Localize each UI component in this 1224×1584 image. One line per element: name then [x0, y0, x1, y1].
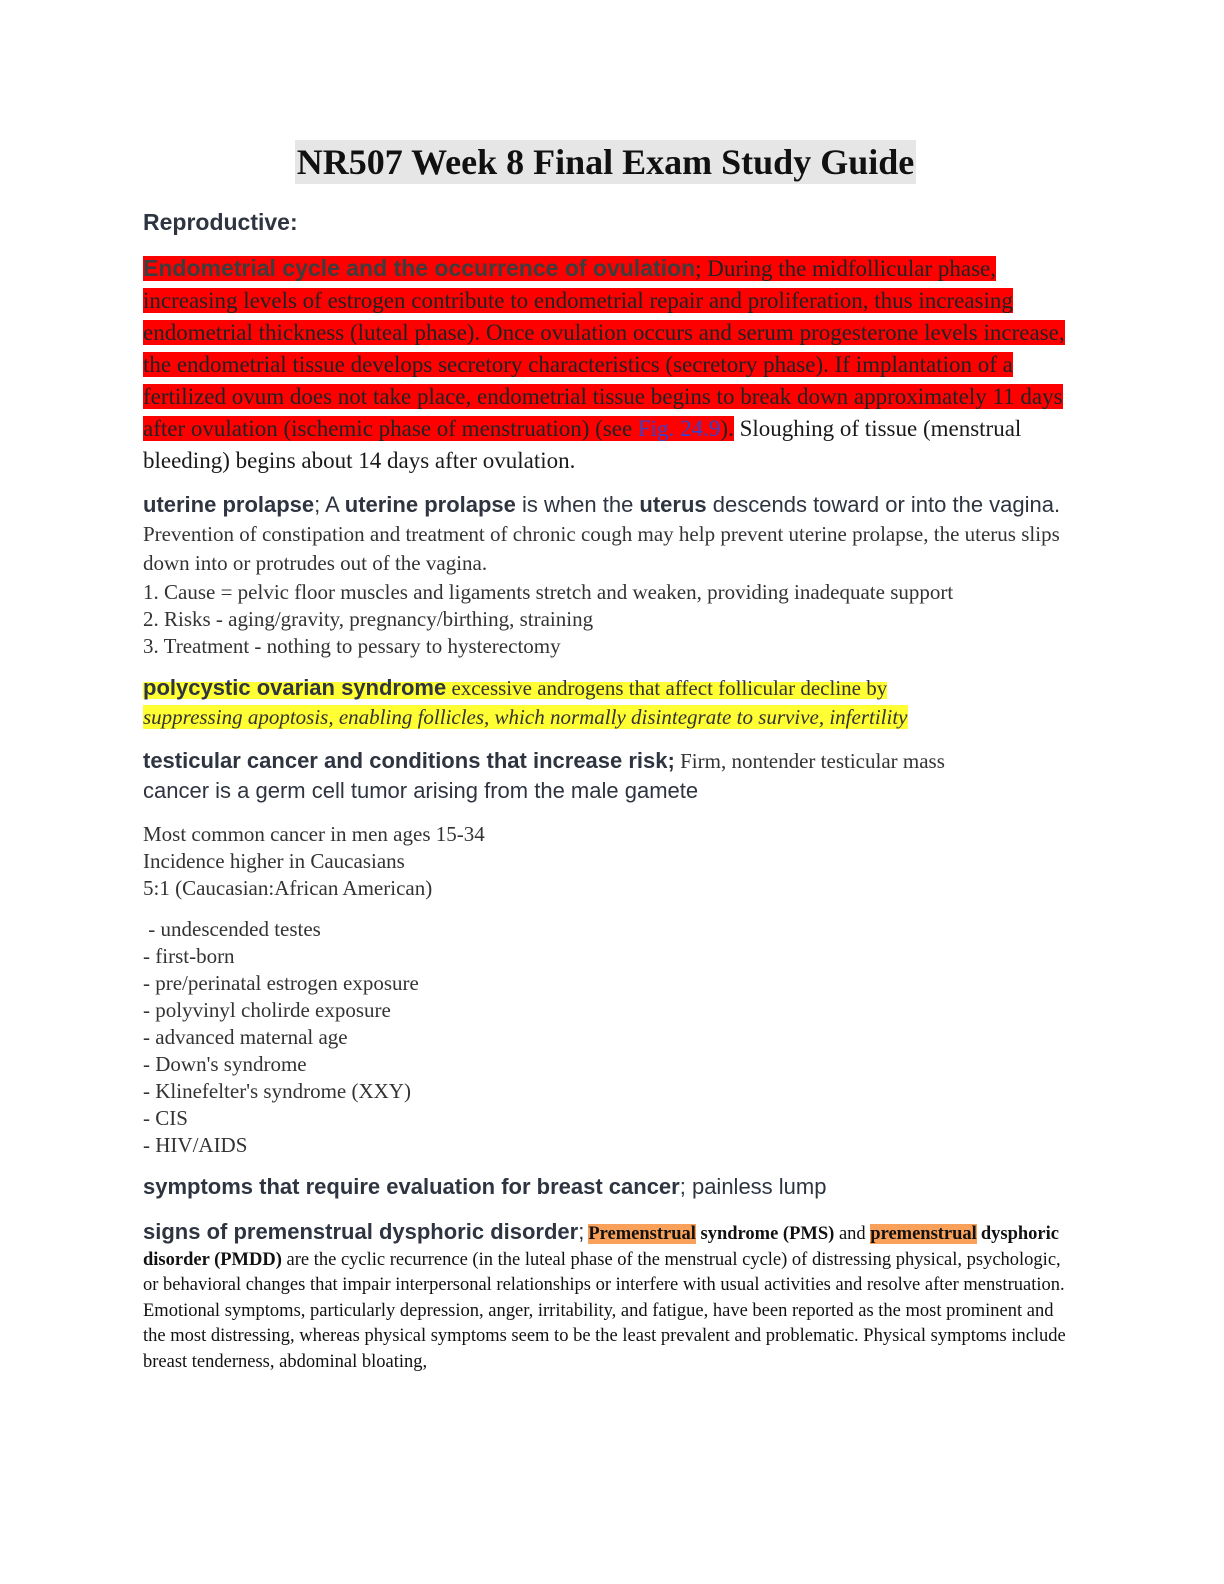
uterine-prolapse-block	[143, 491, 1068, 660]
risk-item: - Down's syndrome	[143, 1052, 307, 1076]
fact-line: 5:1 (Caucasian:African American)	[143, 876, 433, 900]
uterine-bold-2: uterus	[639, 492, 707, 517]
uterine-item-cause: 1. Cause = pelvic floor muscles and ligaments stretch and weaken, providing inadequate support	[143, 580, 954, 604]
risk-item: - advanced maternal age	[143, 1025, 348, 1049]
endometrial-trailing-text: Sloughing of tissue (menstrual bleeding) begins about 14 days after ovulation.	[143, 416, 1022, 473]
endometrial-highlighted-text: ; During the midfollicular phase, increasing levels of estrogen contribute to endometrial repair and proliferation, thus increasing endometrial thickness (luteal phase). Once ovulation occurs and serum progesterone levels increase, the endometrial tissue develops secretory characteristics (secretory phase). If implantation of a fertilized ovum does not take place, endometrial tissue begins to break down approximately 11 days after ovulation (ischemic phase of menstruation) (see	[143, 256, 1065, 441]
uterine-prolapse-paragraph	[143, 491, 1068, 579]
breast-block	[143, 1173, 1068, 1203]
uterine-item-risks: 2. Risks - aging/gravity, pregnancy/birthing, straining	[143, 607, 594, 631]
page-title: NR507 Week 8 Final Exam Study Guide	[296, 142, 915, 182]
pmdd-and: and	[834, 1224, 871, 1244]
uterine-sep: ; A	[314, 492, 345, 517]
pcos-text: excessive androgens that affect follicular decline by	[446, 676, 888, 700]
pmdd-highlight-1: Premenstrual	[588, 1224, 696, 1244]
uterine-mid-1: is when the	[515, 492, 640, 517]
pmdd-highlight-2: premenstrual	[870, 1224, 977, 1244]
uterine-mid-2: descends toward or into the vagina.	[706, 492, 1061, 517]
endometrial-highlighted-close: ).	[720, 416, 734, 441]
testicular-serif-text: Firm, nontender testicular mass	[674, 749, 945, 773]
title-wrap	[143, 140, 1068, 184]
pmdd-topic: signs of premenstrual dysphoric disorder	[143, 1219, 579, 1244]
endometrial-paragraph	[143, 252, 1068, 477]
uterine-bold-1: uterine prolapse	[344, 492, 516, 517]
pcos-block	[143, 674, 1068, 733]
endometrial-heading: Endometrial cycle and the occurrence of ovulation	[143, 255, 696, 281]
testicular-sans-text: cancer is a germ cell tumor arising from the male gamete	[143, 778, 699, 803]
risk-item: - Klinefelter's syndrome (XXY)	[143, 1079, 411, 1103]
testicular-topic: testicular cancer and conditions that increase risk;	[143, 748, 675, 773]
uterine-item-treatment: 3. Treatment - nothing to pessary to hysterectomy	[143, 634, 561, 658]
risk-item: - first-born	[143, 944, 235, 968]
pcos-highlight	[143, 675, 888, 700]
risk-item: - undescended testes	[143, 917, 321, 941]
risk-item: - polyvinyl cholirde exposure	[143, 998, 391, 1022]
testicular-facts	[143, 821, 1068, 902]
uterine-serif-text: Prevention of constipation and treatment of chronic cough may help prevent uterine prolapse, the uterus slips down into or protrudes out of the vagina.	[143, 522, 1060, 575]
fact-line: Incidence higher in Caucasians	[143, 849, 405, 873]
pmdd-block	[143, 1219, 1068, 1375]
uterine-prolapse-topic: uterine prolapse	[143, 492, 315, 517]
pcos-topic: polycystic ovarian syndrome	[143, 675, 447, 700]
pmdd-sep: ;	[578, 1219, 585, 1244]
pmdd-bold-2: dysphoric disorder (PMDD)	[143, 1224, 1059, 1270]
endometrial-highlight	[143, 256, 1065, 441]
pcos-italic-text: suppressing apoptosis, enabling follicles, which normally disintegrate to survive, infertility	[143, 705, 908, 729]
risk-item: - CIS	[143, 1106, 188, 1130]
breast-topic: symptoms that require evaluation for breast cancer	[143, 1174, 680, 1199]
testicular-block	[143, 747, 1068, 807]
pmdd-body-text: are the cyclic recurrence (in the luteal phase of the menstrual cycle) of distressing physical, psychologic, or behavioral changes that impair interpersonal relationships or interfere with usual activities and resolve after menstruation. Emotional symptoms, particularly depression, anger, irritability, and fatigue, have been reported as the most prominent and the most distressing, whereas physical symptoms seem to be the least prevalent and problematic. Physical symptoms include breast tenderness, abdominal bloating,	[143, 1249, 1066, 1372]
fact-line: Most common cancer in men ages 15-34	[143, 822, 485, 846]
risk-item: - pre/perinatal estrogen exposure	[143, 971, 419, 995]
figure-link[interactable]: Fig. 24.9	[637, 416, 721, 441]
pmdd-bold-1: syndrome (PMS)	[695, 1224, 835, 1244]
document-page	[143, 140, 1068, 1375]
testicular-risk-list	[143, 916, 1068, 1159]
risk-item: - HIV/AIDS	[143, 1133, 248, 1157]
breast-text: ; painless lump	[679, 1174, 827, 1199]
section-heading-reproductive: Reproductive:	[143, 209, 298, 235]
